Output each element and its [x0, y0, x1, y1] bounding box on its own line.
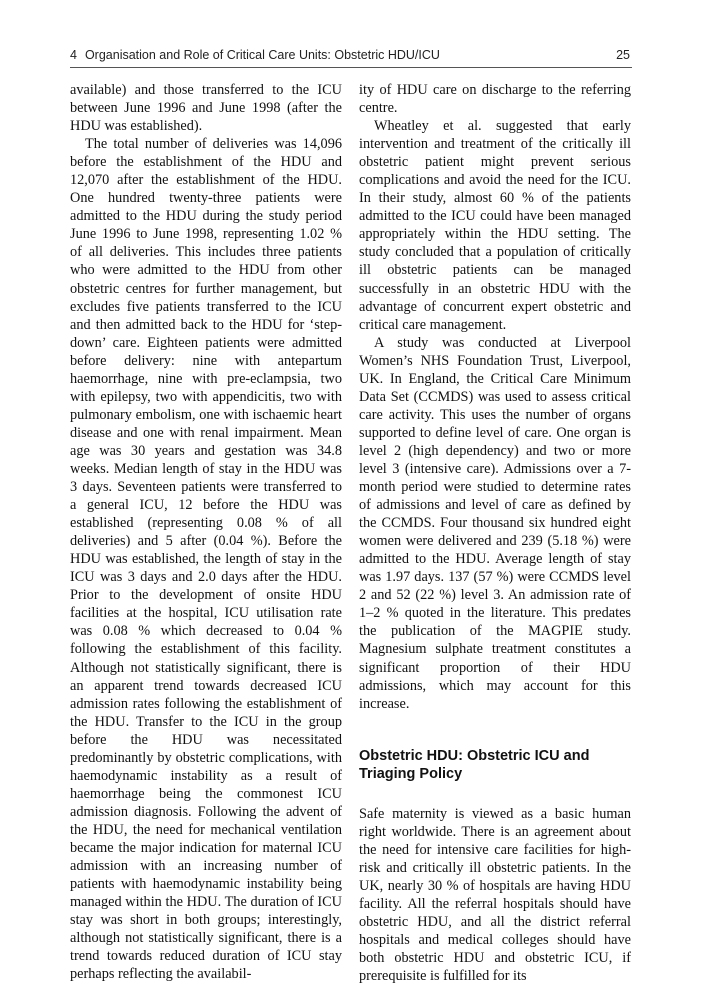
right-column: [359, 81, 631, 985]
right-paragraph-4: Safe maternity is viewed as a basic human right worldwide. There is an agreement about the need for intensive care facilities for high-risk and critically ill obstetric patients. In the UK, nearly 30 % of hospitals are having HDU facility. All the referral hospitals should have obstetric HDU, and all the district referral hospitals and medical colleges should have both obstetric HDU and obstetric ICU, if prerequisite is fulfilled for its: [359, 805, 631, 985]
header-rule: [70, 67, 632, 68]
chapter-title: Organisation and Role of Critical Care Units: Obstetric HDU/ICU: [84, 48, 440, 62]
running-header: [70, 44, 632, 66]
page-number: 25: [616, 48, 630, 62]
right-paragraph-3: A study was conducted at Liverpool Women’s NHS Foundation Trust, Liverpool, UK. In England, the Critical Care Minimum Data Set (CCMDS) was used to assess critical care activity. This uses the number of organs supported to define level of care. One organ is level 2 (high dependency) and two or more level 3 (intensive care). Admissions over a 7-month period were studied to determine rates of admissions and level of care as defined by the CCMDS. Four thousand six hundred eight women were delivered and 239 (5.18 %) were admitted to the HDU. Average length of stay was 1.97 days. 137 (57 %) were CCMDS level 2 and 52 (22 %) level 3. An admission rate of 1–2 % quoted in the literature. This predates the publication of the MAGPIE study. Magnesium sulphate treatment constitutes a significant proportion of their HDU admissions, which may account for this increase.: [359, 334, 631, 712]
left-column: [70, 81, 342, 983]
section-heading: Obstetric HDU: Obstetric ICU and Triaging Policy: [359, 747, 590, 782]
right-paragraph-1: ity of HDU care on discharge to the referring centre.: [359, 82, 631, 117]
left-paragraph-2: The total number of deliveries was 14,096 before the establishment of the HDU and 12,070 after the establishment of the HDU. One hundred twenty-three patients were admitted to the HDU during the study period June 1996 to June 1998, representing 1.02 % of all deliveries. This includes three patients who were admitted to the HDU from other obstetric centres for further management, but excludes five patients transferred to the ICU and then admitted back to the HDU for ‘step-down’ care. Eighteen patients were admitted before delivery: nine with antepartum haemorrhage, nine with pre-eclampsia, two with epilepsy, two with appendicitis, two with pulmonary embolism, one with ischaemic heart disease and one with renal impairment. Mean age was 30 years and gestation was 34.8 weeks. Median length of stay in the HDU was 3 days. Seventeen patients were transferred to a general ICU, 12 before the HDU was established (representing 0.08 % of all deliveries) and 5 after (0.04 %). Before the HDU was established, the length of stay in the ICU was 3 days and 2.0 days after the HDU. Prior to the development of onsite HDU facilities at the hospital, ICU utilisation rate was 0.08 % which decreased to 0.04 % following the establishment of this facility. Although not statistically significant, there is an apparent trend towards decreased ICU admission rates following the establishment of the HDU. Transfer to the ICU in the group before the HDU was necessitated predominantly by obstetric complications, with haemodynamic instability as a result of haemorrhage being the commonest ICU admission diagnosis. Following the advent of the HDU, the need for mechanical ventilation became the major indication for maternal ICU admission with an increasing number of patients with haemodynamic instability being managed within the HDU. The duration of ICU stay was short in both groups; interestingly, although not statistically significant, there is a trend towards reduced duration of ICU stay perhaps reflecting the availabil-: [70, 136, 342, 983]
left-paragraph-1: available) and those transferred to the ICU between June 1996 and June 1998 (after the HDU was established).: [70, 82, 342, 135]
running-header-chapter: [70, 48, 440, 62]
chapter-number: 4: [70, 48, 77, 62]
right-paragraph-2: Wheatley et al. suggested that early intervention and treatment of the critically ill obstetric patient might prevent serious complications and avoid the need for the ICU. In their study, almost 60 % of the patients admitted to the ICU could have been managed appropriately within the HDU setting. The study concluded that a population of critically ill obstetric patients can be managed successfully in an obstetric HDU with the advantage of concurrent expert obstetric and critical care management.: [359, 118, 631, 333]
